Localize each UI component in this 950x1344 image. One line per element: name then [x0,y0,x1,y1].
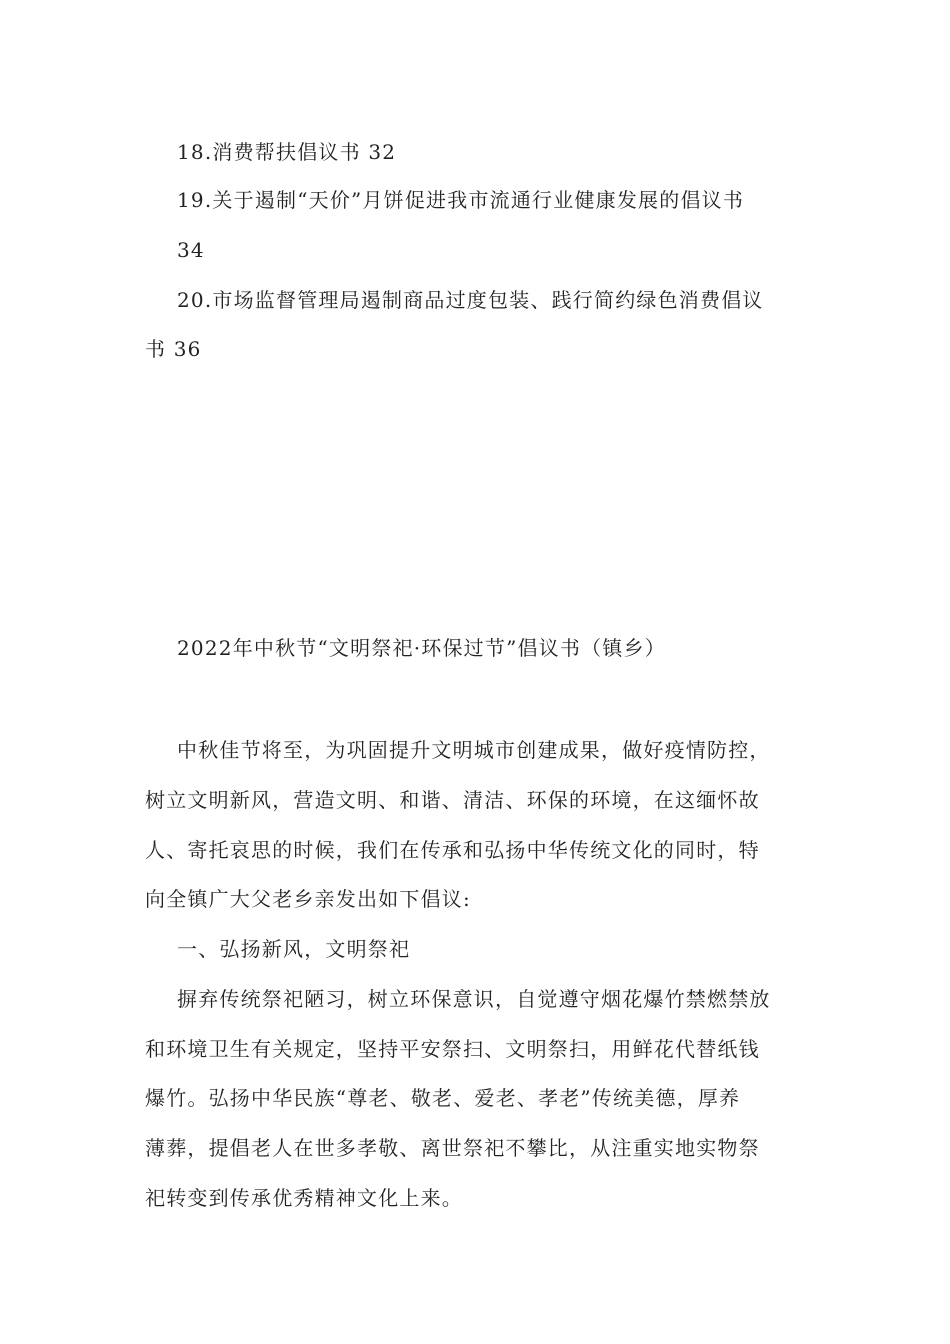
toc-item-20-line2[interactable]: 书 36 [145,337,202,361]
section-1-line-5: 祀转变到传承优秀精神文化上来。 [145,1186,463,1210]
section-1-line-1: 摒弃传统祭祀陋习，树立环保意识，自觉遵守烟花爆竹禁燃禁放 [177,987,771,1011]
toc-item-19-line1[interactable]: 19.关于遏制“天价”月饼促进我市流通行业健康发展的倡议书 [177,188,745,212]
section-1-line-4: 薄葬，提倡老人在世多孝敬、离世祭祀不攀比，从注重实地实物祭 [145,1136,760,1160]
intro-line-4: 向全镇广大父老乡亲发出如下倡议: [145,887,471,911]
toc-item-18[interactable]: 18.消费帮扶倡议书 32 [177,140,397,164]
intro-line-1: 中秋佳节将至，为巩固提升文明城市创建成果，做好疫情防控， [177,738,771,762]
intro-line-2: 树立文明新风，营造文明、和谐、清洁、环保的环境，在这缅怀故 [145,788,760,812]
section-1-line-3: 爆竹。弘扬中华民族“尊老、敬老、爱老、孝老”传统美德，厚养 [145,1086,741,1110]
toc-item-19-line2[interactable]: 34 [177,238,205,262]
intro-line-3: 人、寄托哀思的时候，我们在传承和弘扬中华传统文化的同时，特 [145,838,760,862]
toc-item-20-line1[interactable]: 20.市场监督管理局遏制商品过度包装、践行简约绿色消费倡议 [177,288,764,312]
article-title: 2022年中秋节“文明祭祀·环保过节”倡议书（镇乡） [177,636,666,660]
section-1-heading: 一、弘扬新风，文明祭祀 [177,937,411,961]
section-1-line-2: 和环境卫生有关规定，坚持平安祭扫、文明祭扫，用鲜花代替纸钱 [145,1037,760,1061]
